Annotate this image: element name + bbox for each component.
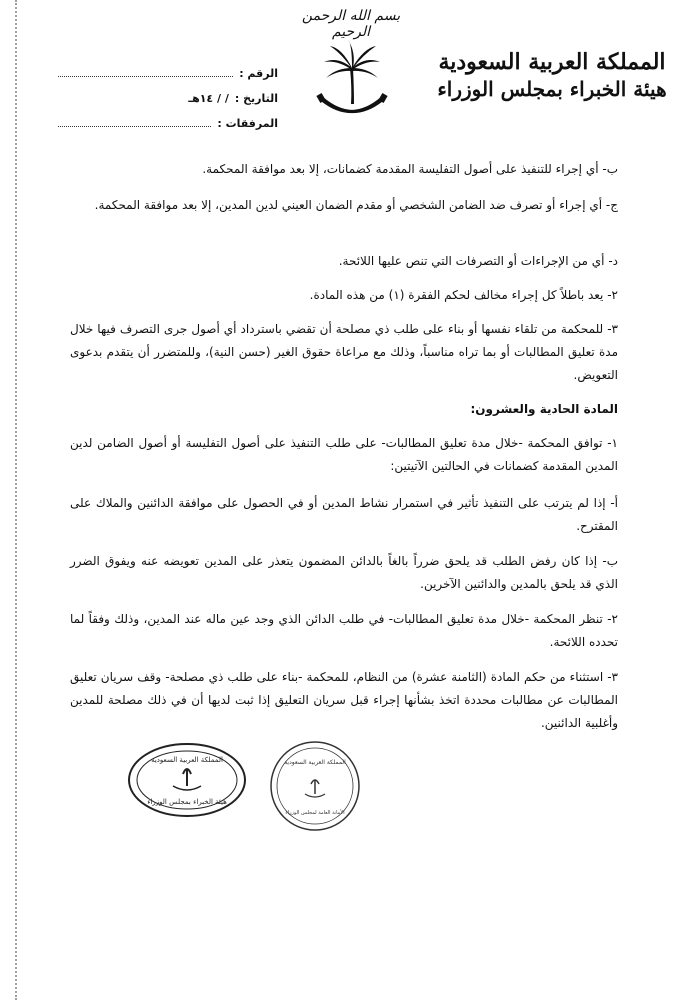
- stamp-general-secretariat: [271, 742, 359, 830]
- org-line-1: المملكة العربية السعودية: [438, 49, 666, 75]
- saudi-emblem-icon: [312, 38, 392, 126]
- binding-edge: [15, 0, 19, 1000]
- stamp-experts-commission: [129, 744, 245, 816]
- article-paragraph-1: ١- توافق المحكمة -خلال مدة تعليق المطالبات- على طلب التنفيذ على أصول التفليسة أو أصول الضامن لدين المدين المقدمة كضمانات في الحالتين الآتيتين:: [70, 436, 618, 473]
- article-paragraph-a: أ- إذا لم يترتب على التنفيذ تأثير في استمرار نشاط المدين أو في الحصول على موافقة الدائنين والملاك على المقترح.: [70, 496, 618, 533]
- reference-block: [58, 55, 278, 130]
- paragraph-3: ٣- للمحكمة من تلقاء نفسها أو بناء على طلب ذي مصلحة أن تقضي باسترداد أي أصول جرى التصرف فيها خلال مدة تعليق المطالبات أو بما تراه مناسباً، وذلك مع مراعاة حقوق الغير (حسن النية)، وللمتضرر أن يتقدم بدعوى التعويض.: [70, 322, 618, 382]
- article-paragraph-b: ب- إذا كان رفض الطلب قد يلحق ضرراً بالغاً بالدائن المضمون يتعذر على المدين تعويضه عنه ويفوق الضرر الذي قد يلحق بالمدين والدائنين الآخرين.: [70, 554, 618, 591]
- reference-line: [58, 75, 233, 77]
- date-row: [58, 80, 278, 105]
- date-label: التاريخ :: [234, 92, 278, 105]
- attachments-line: [58, 125, 211, 127]
- basmala: بسم الله الرحمن الرحيم: [301, 8, 401, 40]
- attachments-label: المرفقات :: [217, 117, 278, 130]
- attachments-row: [58, 105, 278, 130]
- article-paragraph-3: ٣- استثناء من حكم المادة (الثامنة عشرة) من النظام، للمحكمة -بناء على طلب ذي مصلحة- وقف سريان تعليق المطالبات عن مطالبات محددة اتخذ بشأنها إجراء قبل سريان التعليق إذا ثبت لديها أن في ذلك مصلحة للمدين وأغلبية الدائنين.: [70, 670, 618, 730]
- org-line-2: هيئة الخبراء بمجلس الوزراء: [437, 77, 667, 101]
- date-value: / / ١٤هـ: [188, 92, 229, 105]
- paragraph-2: ٢- يعد باطلاً كل إجراء مخالف لحكم الفقرة (١) من هذه المادة.: [309, 288, 618, 302]
- svg-text:المملكة العربية السعودية: المملكة العربية السعودية: [284, 759, 346, 766]
- official-stamps: [125, 738, 375, 838]
- reference-label: الرقم :: [239, 67, 278, 80]
- paragraph-d: د- أي من الإجراءات أو التصرفات التي تنص عليها اللائحة.: [338, 254, 618, 268]
- paragraph-b: ب- أي إجراء للتنفيذ على أصول التفليسة المقدمة كضمانات، إلا بعد موافقة المحكمة.: [202, 162, 618, 176]
- article-heading: المادة الحادية والعشرون:: [470, 402, 618, 416]
- reference-row: [58, 55, 278, 80]
- paragraph-j: ج- أي إجراء أو تصرف ضد الضامن الشخصي أو مقدم الضمان العيني لدين المدين، إلا بعد موافقة المحكمة.: [94, 198, 618, 212]
- organization-name: [432, 48, 672, 102]
- svg-text:المملكة العربية السعودية: المملكة العربية السعودية: [151, 756, 223, 764]
- svg-text:هيئة الخبراء بمجلس الوزراء: هيئة الخبراء بمجلس الوزراء: [147, 798, 227, 806]
- svg-text:الأمانة العامة لمجلس الوزراء: الأمانة العامة لمجلس الوزراء: [285, 810, 345, 816]
- article-paragraph-2: ٢- تنظر المحكمة -خلال مدة تعليق المطالبات- في طلب الدائن الذي وجد عين ماله عند المدين، وذلك وفقاً لما تحدده اللائحة.: [70, 612, 618, 649]
